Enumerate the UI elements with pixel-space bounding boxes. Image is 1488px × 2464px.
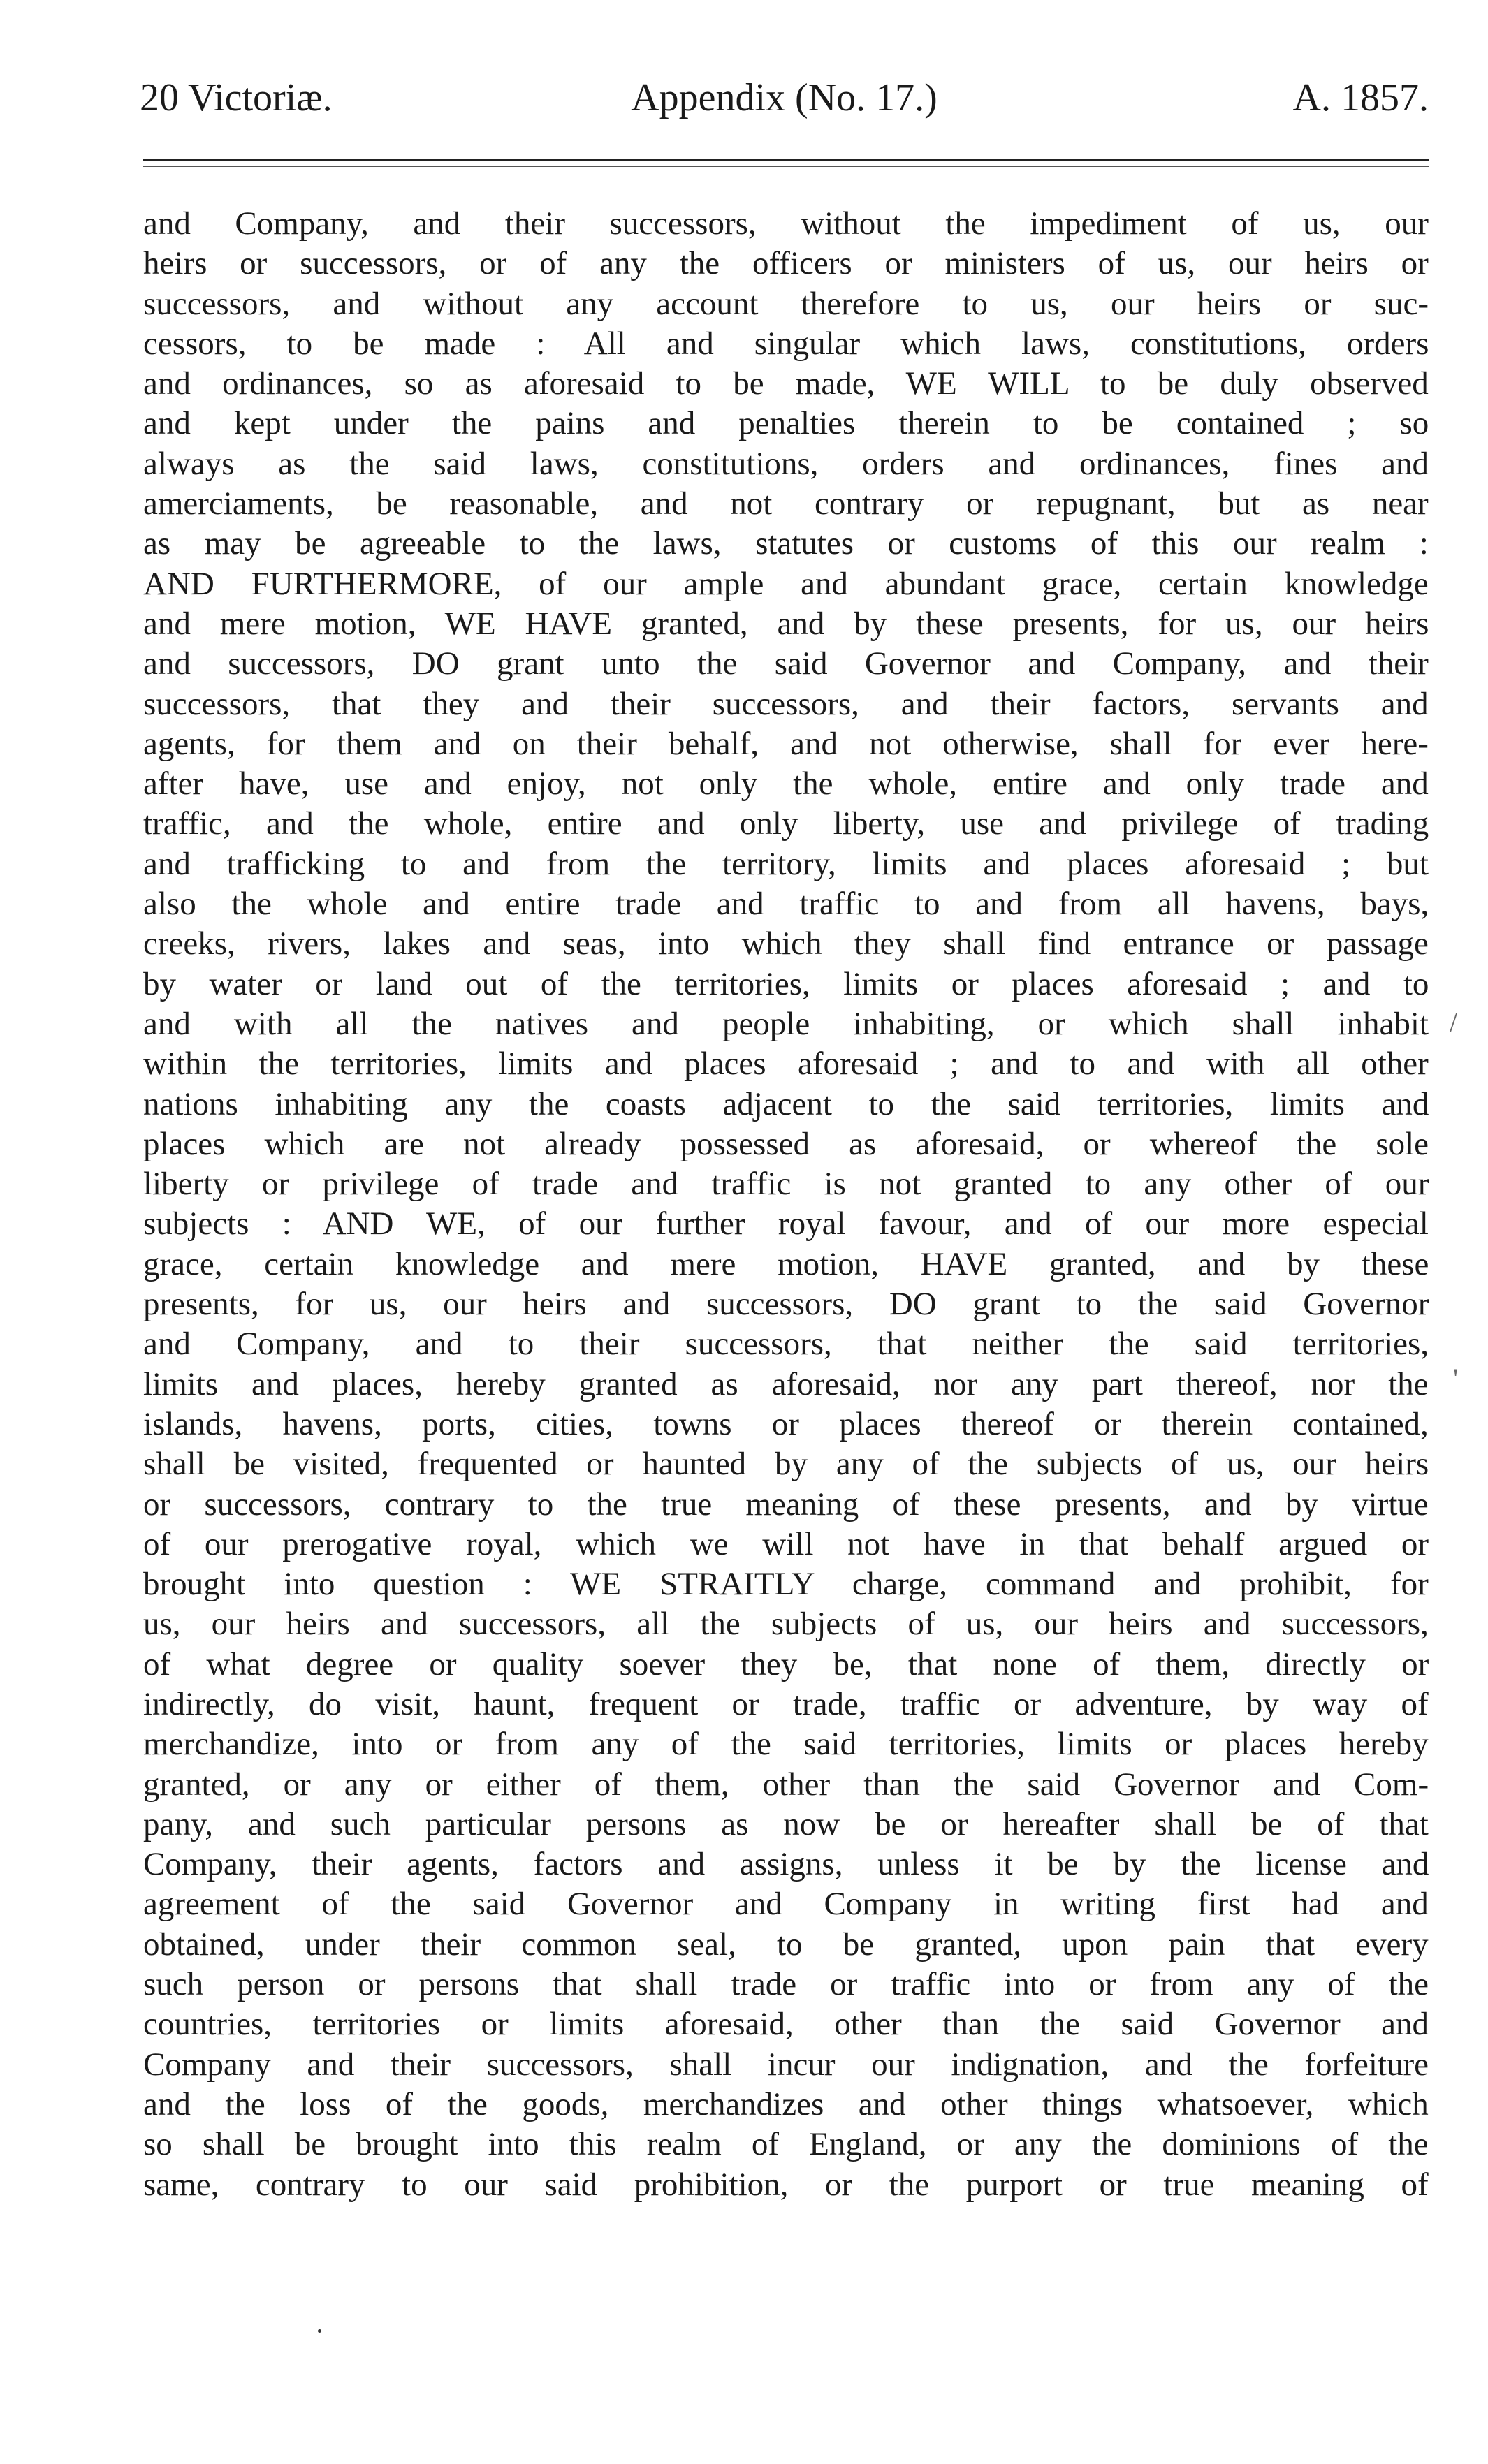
text-line: and mere motion, WE HAVE granted, and by these presents, for us, our heirs [143, 605, 1429, 642]
text-line: obtained, under their common seal, to be granted, upon pain that every [143, 1926, 1429, 1963]
text-line: shall be visited, frequented or haunted by any of the subjects of us, our heirs [143, 1446, 1429, 1483]
header-rule [143, 159, 1429, 161]
text-line: places which are not already possessed as aforesaid, or whereof the sole [143, 1125, 1429, 1162]
text-line: of our prerogative royal, which we will not have in that behalf argued or [143, 1525, 1429, 1562]
text-line: and successors, DO grant unto the said Governor and Company, and their [143, 645, 1429, 682]
text-line: merchandize, into or from any of the said territories, limits or places hereby [143, 1726, 1429, 1763]
text-line: granted, or any or either of them, other than the said Governor and Com- [143, 1766, 1429, 1803]
body-text [143, 204, 1429, 2205]
text-line: pany, and such particular persons as now be or hereafter shall be of that [143, 1805, 1429, 1842]
header-year: A. 1857. [1292, 76, 1429, 119]
text-line: Company and their successors, shall incur our indignation, and the forfeiture [143, 2046, 1429, 2083]
text-line: and trafficking to and from the territory, limits and places aforesaid ; but [143, 845, 1429, 882]
text-line: and the loss of the goods, merchandizes and other things whatsoever, which [143, 2085, 1429, 2122]
text-line: and with all the natives and people inhabiting, or which shall inhabit [143, 1005, 1429, 1042]
text-line: Company, their agents, factors and assigns, unless it be by the license and [143, 1846, 1429, 1883]
text-line: and ordinances, so as aforesaid to be made, WE WILL to be duly observed [143, 365, 1429, 402]
text-line: also the whole and entire trade and traffic to and from all havens, bays, [143, 886, 1429, 923]
text-line: after have, use and enjoy, not only the whole, entire and only trade and [143, 765, 1429, 802]
text-line: and Company, and to their successors, that neither the said territories, [143, 1326, 1429, 1363]
header-appendix: Appendix (No. 17.) [631, 76, 938, 119]
margin-tick: ' [1453, 1363, 1459, 1394]
text-line: by water or land out of the territories, limits or places aforesaid ; and to [143, 965, 1429, 1002]
text-line: creeks, rivers, lakes and seas, into which they shall find entrance or passage [143, 925, 1429, 962]
text-line: traffic, and the whole, entire and only liberty, use and privilege of trading [143, 805, 1429, 842]
text-line: as may be agreeable to the laws, statutes or customs of this our realm : [143, 525, 1429, 562]
text-line: grace, certain knowledge and mere motion, HAVE granted, and by these [143, 1245, 1429, 1282]
text-line: always as the said laws, constitutions, orders and ordinances, fines and [143, 445, 1429, 482]
header-session: 20 Victoriæ. [140, 76, 333, 119]
text-line: islands, havens, ports, cities, towns or places thereof or therein contained, [143, 1405, 1429, 1442]
running-head [140, 70, 1429, 126]
text-line: and kept under the pains and penalties therein to be contained ; so [143, 405, 1429, 442]
text-line: same, contrary to our said prohibition, or the purport or true meaning of [143, 2166, 1429, 2203]
text-line: AND FURTHERMORE, of our ample and abundant grace, certain knowledge [143, 565, 1429, 602]
text-line: nations inhabiting any the coasts adjacent to the said territories, limits and [143, 1085, 1429, 1122]
paper-speck [318, 2329, 321, 2333]
text-line: subjects : AND WE, of our further royal favour, and of our more especial [143, 1205, 1429, 1242]
text-line: successors, that they and their successors, and their factors, servants and [143, 685, 1429, 722]
text-line: agreement of the said Governor and Company in writing first had and [143, 1886, 1429, 1923]
text-line: limits and places, hereby granted as aforesaid, nor any part thereof, nor the [143, 1365, 1429, 1402]
text-line: cessors, to be made : All and singular which laws, constitutions, orders [143, 325, 1429, 362]
margin-tick: / [1450, 1006, 1458, 1038]
text-line: indirectly, do visit, haunt, frequent or trade, traffic or adventure, by way of [143, 1685, 1429, 1722]
text-line: or successors, contrary to the true meaning of these presents, and by virtue [143, 1486, 1429, 1523]
header-rule-thin [143, 166, 1429, 167]
text-line: within the territories, limits and places aforesaid ; and to and with all other [143, 1046, 1429, 1083]
text-line: brought into question : WE STRAITLY charge, command and prohibit, for [143, 1566, 1429, 1603]
text-line: amerciaments, be reasonable, and not contrary or repugnant, but as near [143, 485, 1429, 522]
text-line: and Company, and their successors, without the impediment of us, our [143, 205, 1429, 242]
text-line: so shall be brought into this realm of England, or any the dominions of the [143, 2126, 1429, 2163]
text-line: such person or persons that shall trade or traffic into or from any of the [143, 1966, 1429, 2003]
text-line: agents, for them and on their behalf, and not otherwise, shall for ever here- [143, 725, 1429, 762]
text-line: successors, and without any account therefore to us, our heirs or suc- [143, 285, 1429, 322]
text-line: presents, for us, our heirs and successors, DO grant to the said Governor [143, 1286, 1429, 1323]
text-line: heirs or successors, or of any the officers or ministers of us, our heirs or [143, 245, 1429, 282]
text-line: of what degree or quality soever they be, that none of them, directly or [143, 1645, 1429, 1682]
text-line: us, our heirs and successors, all the subjects of us, our heirs and successors, [143, 1606, 1429, 1643]
text-line: liberty or privilege of trade and traffic is not granted to any other of our [143, 1166, 1429, 1203]
text-line: countries, territories or limits aforesaid, other than the said Governor and [143, 2006, 1429, 2043]
